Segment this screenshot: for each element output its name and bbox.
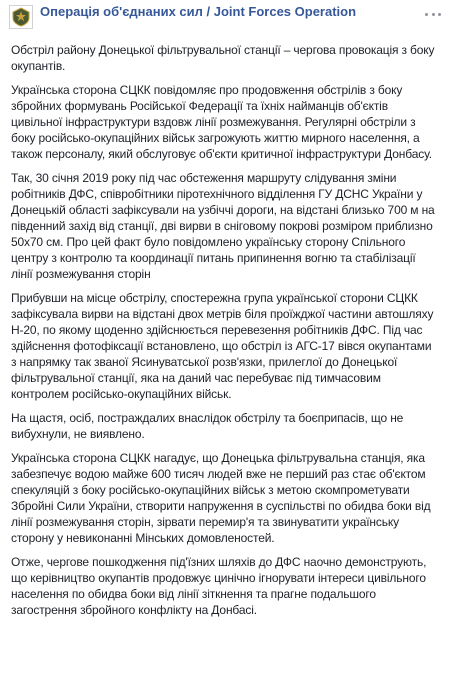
post-paragraph: Прибувши на місце обстрілу, спостережна група української сторони СЦКК зафіксувала вирви на відстані двох метрів біля проїжджої частини автошляху Н-20, по якому щоденно здійснюється перевезення робітників ДФС. Під час здійснення фотофіксації встановлено, що обстріл із АГС-17 вівся окупантами з напрямку так званої Ясинуватської розв'язки, прилеглої до Донецької фільтрувальної станції, яка на даний час перебуває під тимчасовим контролем російсько-окупаційних військ. bbox=[11, 291, 434, 401]
post-paragraph: Українська сторона СЦКК нагадує, що Донецька фільтрувальна станція, яка забезпечує водою майже 600 тисяч людей вже не перший раз стає об'єктом спекуляцій з боку російсько-окупаційних військ з метою скомпрометувати Збройні Сили України, створити напруження в суспільстві по обидва боки від лінії розмежування сторін, зірвати перемир'я та звинуватити українську сторону у невиконанні Мінських домовленостей. bbox=[11, 451, 431, 545]
post-header bbox=[0, 0, 449, 34]
post-paragraph: Обстріл району Донецької фільтрувальної станції – чергова провокація з боку окупантів. bbox=[11, 43, 435, 73]
post-paragraph: Українська сторона СЦКК повідомляє про продовження обстрілів з боку збройних формувань Російської Федерації та їхніх найманців об'єктів цивільної інфраструктури вздовж лінії розмежування. Регулярні обстріли з боку російсько-окупаційних військ загрожують життю мирного населення, а також персоналу, який обслуговує об'єкти критичної інфраструктури Донбасу. bbox=[11, 83, 432, 161]
page-avatar[interactable] bbox=[9, 5, 33, 29]
post-paragraph: Отже, чергове пошкодження під'їзних шляхів до ДФС наочно демонструють, що керівництво окупантів продовжує цинічно ігнорувати інтереси цивільного населення по обидва боки від лінії зіткнення та прагне подальшого загострення збройного конфлікту на Донбасі. bbox=[11, 555, 427, 617]
post-paragraph: На щастя, осіб, постраждалих внаслідок обстрілу та боєприпасів, що не вибухнули, не виявлено. bbox=[11, 411, 404, 441]
joint-forces-emblem-icon bbox=[11, 7, 31, 27]
post-body bbox=[0, 34, 449, 618]
more-options-icon[interactable] bbox=[425, 8, 441, 20]
post-paragraph: Так, 30 січня 2019 року під час обстеження маршруту слідування зміни робітників ДФС, співробітники піротехнічного відділення ГУ ДСНС України у Донецькій області зафіксували на узбіччі дороги, на відстані близько 700 м на південний захід від станції, дві вирви в сніговому покрові розміром приблизно 50х70 см. Про цей факт було повідомлено українську сторону Спільного центру з контролю та координації питань припинення вогню та стабілізації лінії розмежування сторін bbox=[11, 171, 435, 281]
page-name-link[interactable]: Операція об'єднаних сил / Joint Forces Operation bbox=[40, 4, 357, 19]
